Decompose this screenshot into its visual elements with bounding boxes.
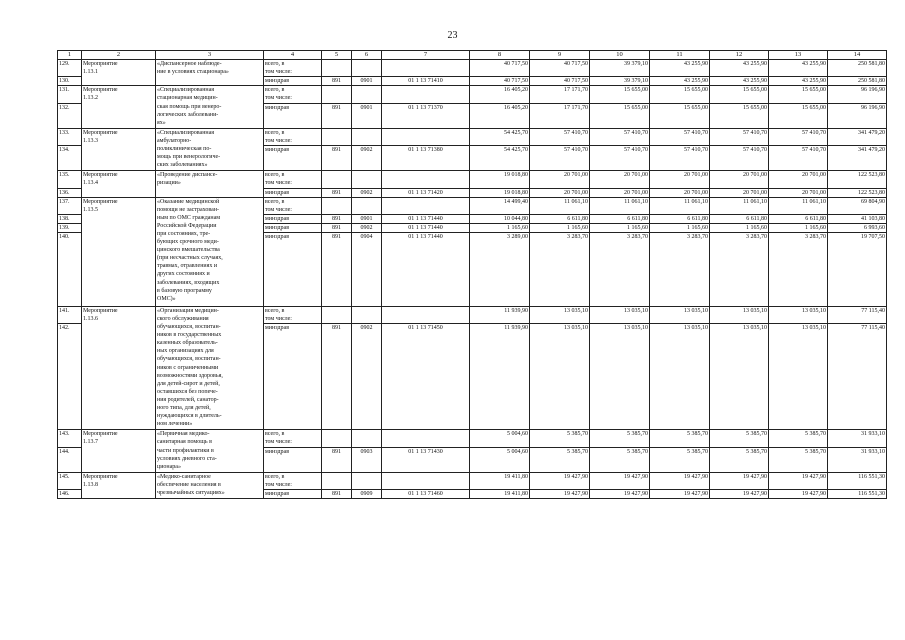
target-article-code: 01 1 13 71410 xyxy=(382,77,470,86)
year-value: 15 655,00 xyxy=(769,86,828,103)
column-header: 3 xyxy=(156,51,264,60)
table-row xyxy=(58,128,887,145)
section-code xyxy=(352,86,382,103)
section-code xyxy=(352,306,382,323)
year-value: 6 611,80 xyxy=(710,214,769,223)
section-code xyxy=(352,197,382,214)
year-value: 54 425,70 xyxy=(470,146,530,171)
event-name: Мероприятие 1.13.3 xyxy=(82,128,156,170)
year-value: 57 410,70 xyxy=(710,128,769,145)
year-value: 1 165,60 xyxy=(769,223,828,232)
header-row xyxy=(58,51,887,60)
grbs-code: 891 xyxy=(322,103,352,128)
event-name: Мероприятие 1.13.7 xyxy=(82,430,156,472)
target-article-code: 01 1 13 71430 xyxy=(382,447,470,472)
year-value: 19 427,90 xyxy=(769,490,828,499)
section-code: 0901 xyxy=(352,103,382,128)
funding-source: минздрав xyxy=(264,103,322,128)
row-number: 144. xyxy=(58,447,82,472)
section-code: 0903 xyxy=(352,447,382,472)
total-value: 250 581,80 xyxy=(828,77,887,86)
row-number: 137. xyxy=(58,197,82,214)
table-row xyxy=(58,430,887,447)
target-article-code xyxy=(382,430,470,447)
row-number: 132. xyxy=(58,103,82,128)
year-value: 1 165,60 xyxy=(650,223,710,232)
column-header: 14 xyxy=(828,51,887,60)
funding-source: всего, в том числе: xyxy=(264,472,322,489)
target-article-code xyxy=(382,86,470,103)
event-description: «Первичная медико- санитарная помощь в части профилактики в условиях дневного ста- ционара» xyxy=(156,430,264,472)
funding-source: минздрав xyxy=(264,324,322,430)
year-value: 20 701,00 xyxy=(769,188,828,197)
year-value: 13 035,10 xyxy=(650,306,710,323)
section-code xyxy=(352,60,382,77)
year-value: 20 701,00 xyxy=(530,171,590,188)
grbs-code: 891 xyxy=(322,188,352,197)
year-value: 16 405,20 xyxy=(470,103,530,128)
row-number: 136. xyxy=(58,188,82,197)
funding-source: всего, в том числе: xyxy=(264,171,322,188)
page-number: 23 xyxy=(447,30,458,41)
year-value: 19 427,90 xyxy=(590,472,650,489)
year-value: 5 385,70 xyxy=(769,430,828,447)
section-code xyxy=(352,430,382,447)
grbs-code: 891 xyxy=(322,223,352,232)
year-value: 15 655,00 xyxy=(590,103,650,128)
year-value: 5 385,70 xyxy=(590,430,650,447)
event-description: «Специализированная стационарная медицин- ская помощь при венеро- логических заболевани- ях» xyxy=(156,86,264,128)
year-value: 43 255,90 xyxy=(769,60,828,77)
event-name: Мероприятие 1.13.1 xyxy=(82,60,156,86)
year-value: 16 405,20 xyxy=(470,86,530,103)
section-code xyxy=(352,472,382,489)
section-code: 0901 xyxy=(352,77,382,86)
year-value: 3 289,00 xyxy=(470,233,530,307)
year-value: 19 427,90 xyxy=(650,490,710,499)
year-value: 57 410,70 xyxy=(650,128,710,145)
year-value: 15 655,00 xyxy=(650,103,710,128)
table-row xyxy=(58,472,887,489)
section-code xyxy=(352,128,382,145)
year-value: 20 701,00 xyxy=(590,188,650,197)
year-value: 13 035,10 xyxy=(710,306,769,323)
year-value: 20 701,00 xyxy=(710,171,769,188)
year-value: 5 385,70 xyxy=(650,447,710,472)
target-article-code xyxy=(382,60,470,77)
year-value: 57 410,70 xyxy=(769,146,828,171)
column-header: 1 xyxy=(58,51,82,60)
total-value: 341 479,20 xyxy=(828,128,887,145)
year-value: 1 165,60 xyxy=(590,223,650,232)
column-header: 9 xyxy=(530,51,590,60)
target-article-code: 01 1 13 71450 xyxy=(382,324,470,430)
column-header: 4 xyxy=(264,51,322,60)
row-number: 145. xyxy=(58,472,82,489)
year-value: 57 410,70 xyxy=(769,128,828,145)
year-value: 15 655,00 xyxy=(590,86,650,103)
year-value: 1 165,60 xyxy=(530,223,590,232)
year-value: 11 061,10 xyxy=(769,197,828,214)
total-value: 116 551,30 xyxy=(828,490,887,499)
year-value: 11 061,10 xyxy=(530,197,590,214)
year-value: 6 611,80 xyxy=(650,214,710,223)
year-value: 5 385,70 xyxy=(710,447,769,472)
year-value: 5 385,70 xyxy=(710,430,769,447)
target-article-code xyxy=(382,171,470,188)
grbs-code xyxy=(322,430,352,447)
year-value: 19 427,90 xyxy=(530,490,590,499)
funding-source: всего, в том числе: xyxy=(264,60,322,77)
total-value: 69 804,90 xyxy=(828,197,887,214)
funding-source: минздрав xyxy=(264,233,322,307)
target-article-code: 01 1 13 71440 xyxy=(382,223,470,232)
target-article-code xyxy=(382,128,470,145)
section-code: 0904 xyxy=(352,233,382,307)
year-value: 5 385,70 xyxy=(590,447,650,472)
grbs-code: 891 xyxy=(322,324,352,430)
grbs-code: 891 xyxy=(322,447,352,472)
year-value: 57 410,70 xyxy=(590,146,650,171)
row-number: 134. xyxy=(58,146,82,171)
row-number: 141. xyxy=(58,306,82,323)
year-value: 15 655,00 xyxy=(710,103,769,128)
total-value: 77 115,40 xyxy=(828,324,887,430)
grbs-code xyxy=(322,306,352,323)
event-name: Мероприятие 1.13.5 xyxy=(82,197,156,306)
column-header: 13 xyxy=(769,51,828,60)
year-value: 6 611,80 xyxy=(590,214,650,223)
year-value: 20 701,00 xyxy=(650,171,710,188)
row-number: 143. xyxy=(58,430,82,447)
year-value: 57 410,70 xyxy=(590,128,650,145)
target-article-code: 01 1 13 71380 xyxy=(382,146,470,171)
funding-source: минздрав xyxy=(264,146,322,171)
year-value: 13 035,10 xyxy=(710,324,769,430)
year-value: 13 035,10 xyxy=(590,324,650,430)
total-value: 122 523,80 xyxy=(828,171,887,188)
total-value: 31 933,10 xyxy=(828,430,887,447)
target-article-code xyxy=(382,306,470,323)
year-value: 15 655,00 xyxy=(650,86,710,103)
year-value: 40 717,50 xyxy=(470,77,530,86)
year-value: 5 385,70 xyxy=(530,430,590,447)
year-value: 19 411,80 xyxy=(470,472,530,489)
section-code: 0902 xyxy=(352,324,382,430)
funding-source: минздрав xyxy=(264,223,322,232)
year-value: 57 410,70 xyxy=(650,146,710,171)
column-header: 8 xyxy=(470,51,530,60)
year-value: 19 411,80 xyxy=(470,490,530,499)
section-code: 0902 xyxy=(352,146,382,171)
total-value: 77 115,40 xyxy=(828,306,887,323)
row-number: 129. xyxy=(58,60,82,77)
target-article-code: 01 1 13 71440 xyxy=(382,233,470,307)
year-value: 43 255,90 xyxy=(769,77,828,86)
year-value: 19 427,90 xyxy=(650,472,710,489)
grbs-code xyxy=(322,171,352,188)
funding-source: минздрав xyxy=(264,188,322,197)
year-value: 3 283,70 xyxy=(530,233,590,307)
grbs-code: 891 xyxy=(322,233,352,307)
target-article-code xyxy=(382,197,470,214)
event-name: Мероприятие 1.13.8 xyxy=(82,472,156,498)
grbs-code: 891 xyxy=(322,490,352,499)
year-value: 17 171,70 xyxy=(530,86,590,103)
target-article-code: 01 1 13 71460 xyxy=(382,490,470,499)
year-value: 11 061,10 xyxy=(590,197,650,214)
year-value: 11 061,10 xyxy=(650,197,710,214)
year-value: 6 611,80 xyxy=(769,214,828,223)
year-value: 19 427,90 xyxy=(710,472,769,489)
row-number: 142. xyxy=(58,324,82,430)
section-code: 0909 xyxy=(352,490,382,499)
year-value: 39 379,10 xyxy=(590,77,650,86)
year-value: 3 283,70 xyxy=(710,233,769,307)
year-value: 15 655,00 xyxy=(769,103,828,128)
year-value: 19 018,80 xyxy=(470,171,530,188)
year-value: 19 427,90 xyxy=(530,472,590,489)
column-header: 5 xyxy=(322,51,352,60)
year-value: 5 385,70 xyxy=(769,447,828,472)
row-number: 146. xyxy=(58,490,82,499)
column-header: 12 xyxy=(710,51,769,60)
year-value: 13 035,10 xyxy=(590,306,650,323)
grbs-code xyxy=(322,472,352,489)
row-number: 130. xyxy=(58,77,82,86)
year-value: 43 255,90 xyxy=(650,77,710,86)
year-value: 43 255,90 xyxy=(710,60,769,77)
year-value: 11 939,90 xyxy=(470,324,530,430)
year-value: 39 379,10 xyxy=(590,60,650,77)
year-value: 57 410,70 xyxy=(530,146,590,171)
grbs-code xyxy=(322,86,352,103)
funding-source: всего, в том числе: xyxy=(264,86,322,103)
year-value: 43 255,90 xyxy=(650,60,710,77)
year-value: 11 061,10 xyxy=(710,197,769,214)
table-row xyxy=(58,306,887,323)
event-description: «Диспансерное наблюде- ние в условиях стационара» xyxy=(156,60,264,86)
event-description: «Проведение диспансе- ризации» xyxy=(156,171,264,197)
year-value: 57 410,70 xyxy=(710,146,769,171)
year-value: 13 035,10 xyxy=(769,306,828,323)
funding-source: всего, в том числе: xyxy=(264,197,322,214)
total-value: 19 707,50 xyxy=(828,233,887,307)
year-value: 15 655,00 xyxy=(710,86,769,103)
year-value: 5 385,70 xyxy=(530,447,590,472)
total-value: 341 479,20 xyxy=(828,146,887,171)
event-description: «Оказание медицинской помощи не застрахован- ным по ОМС гражданам Российской Федерации при состояниях, тре- бующих срочного меди- цинского вмешательства (при несчастных случаях, травмах, отравлениях и других состояниях и заболеваниях, входящих в базовую программу ОМС)» xyxy=(156,197,264,306)
total-value: 250 581,80 xyxy=(828,60,887,77)
section-code: 0902 xyxy=(352,188,382,197)
year-value: 5 004,60 xyxy=(470,447,530,472)
year-value: 13 035,10 xyxy=(530,324,590,430)
table-row xyxy=(58,197,887,214)
year-value: 11 939,90 xyxy=(470,306,530,323)
funding-source: минздрав xyxy=(264,490,322,499)
section-code: 0902 xyxy=(352,223,382,232)
funding-source: всего, в том числе: xyxy=(264,128,322,145)
year-value: 43 255,90 xyxy=(710,77,769,86)
year-value: 3 283,70 xyxy=(769,233,828,307)
column-header: 2 xyxy=(82,51,156,60)
year-value: 20 701,00 xyxy=(650,188,710,197)
year-value: 14 499,40 xyxy=(470,197,530,214)
target-article-code: 01 1 13 71370 xyxy=(382,103,470,128)
year-value: 5 004,60 xyxy=(470,430,530,447)
year-value: 54 425,70 xyxy=(470,128,530,145)
section-code xyxy=(352,171,382,188)
total-value: 122 523,80 xyxy=(828,188,887,197)
year-value: 57 410,70 xyxy=(530,128,590,145)
row-number: 135. xyxy=(58,171,82,188)
target-article-code: 01 1 13 71440 xyxy=(382,214,470,223)
grbs-code: 891 xyxy=(322,214,352,223)
total-value: 96 196,90 xyxy=(828,86,887,103)
year-value: 40 717,50 xyxy=(530,60,590,77)
year-value: 20 701,00 xyxy=(590,171,650,188)
row-number: 133. xyxy=(58,128,82,145)
year-value: 40 717,50 xyxy=(470,60,530,77)
year-value: 19 427,90 xyxy=(769,472,828,489)
event-name: Мероприятие 1.13.2 xyxy=(82,86,156,128)
year-value: 19 018,80 xyxy=(470,188,530,197)
row-number: 131. xyxy=(58,86,82,103)
year-value: 3 283,70 xyxy=(590,233,650,307)
year-value: 1 165,60 xyxy=(710,223,769,232)
row-number: 138. xyxy=(58,214,82,223)
year-value: 19 427,90 xyxy=(710,490,769,499)
grbs-code: 891 xyxy=(322,146,352,171)
total-value: 6 993,60 xyxy=(828,223,887,232)
event-description: «Медико-санитарное обеспечение населения в чрезвычайных ситуациях» xyxy=(156,472,264,498)
row-number: 139. xyxy=(58,223,82,232)
event-description: «Организация медицин- ского обслуживания обучающихся, воспитан- ников в государственных казенных образователь- ных организациях для обучающихся, воспитан- ников с ограниченными возможностями здоровья, для детей-сирот и детей, оставшихся без попече- ния родителей, санатор- ного типа, для детей, нуждающихся в длитель- ном лечении» xyxy=(156,306,264,429)
column-header: 10 xyxy=(590,51,650,60)
row-number: 140. xyxy=(58,233,82,307)
event-description: «Специализированная амбулаторно- поликлиническая по- мощь при венерологиче- ских заболеваниях» xyxy=(156,128,264,170)
table-row xyxy=(58,60,887,77)
year-value: 10 044,80 xyxy=(470,214,530,223)
grbs-code xyxy=(322,128,352,145)
total-value: 31 933,10 xyxy=(828,447,887,472)
year-value: 20 701,00 xyxy=(769,171,828,188)
year-value: 13 035,10 xyxy=(650,324,710,430)
year-value: 13 035,10 xyxy=(769,324,828,430)
column-header: 11 xyxy=(650,51,710,60)
grbs-code xyxy=(322,197,352,214)
table-row xyxy=(58,171,887,188)
year-value: 6 611,80 xyxy=(530,214,590,223)
year-value: 19 427,90 xyxy=(590,490,650,499)
year-value: 3 283,70 xyxy=(650,233,710,307)
funding-source: минздрав xyxy=(264,214,322,223)
column-header: 7 xyxy=(382,51,470,60)
year-value: 20 701,00 xyxy=(710,188,769,197)
total-value: 96 196,90 xyxy=(828,103,887,128)
funding-source: минздрав xyxy=(264,77,322,86)
year-value: 1 165,60 xyxy=(470,223,530,232)
column-header: 6 xyxy=(352,51,382,60)
event-name: Мероприятие 1.13.4 xyxy=(82,171,156,197)
grbs-code: 891 xyxy=(322,77,352,86)
grbs-code xyxy=(322,60,352,77)
budget-table xyxy=(57,50,887,499)
total-value: 41 103,80 xyxy=(828,214,887,223)
year-value: 20 701,00 xyxy=(530,188,590,197)
funding-source: минздрав xyxy=(264,447,322,472)
year-value: 40 717,50 xyxy=(530,77,590,86)
year-value: 13 035,10 xyxy=(530,306,590,323)
target-article-code xyxy=(382,472,470,489)
total-value: 116 551,30 xyxy=(828,472,887,489)
year-value: 17 171,70 xyxy=(530,103,590,128)
section-code: 0901 xyxy=(352,214,382,223)
table-row xyxy=(58,86,887,103)
funding-source: всего, в том числе: xyxy=(264,430,322,447)
target-article-code: 01 1 13 71420 xyxy=(382,188,470,197)
year-value: 5 385,70 xyxy=(650,430,710,447)
event-name: Мероприятие 1.13.6 xyxy=(82,306,156,429)
funding-source: всего, в том числе: xyxy=(264,306,322,323)
